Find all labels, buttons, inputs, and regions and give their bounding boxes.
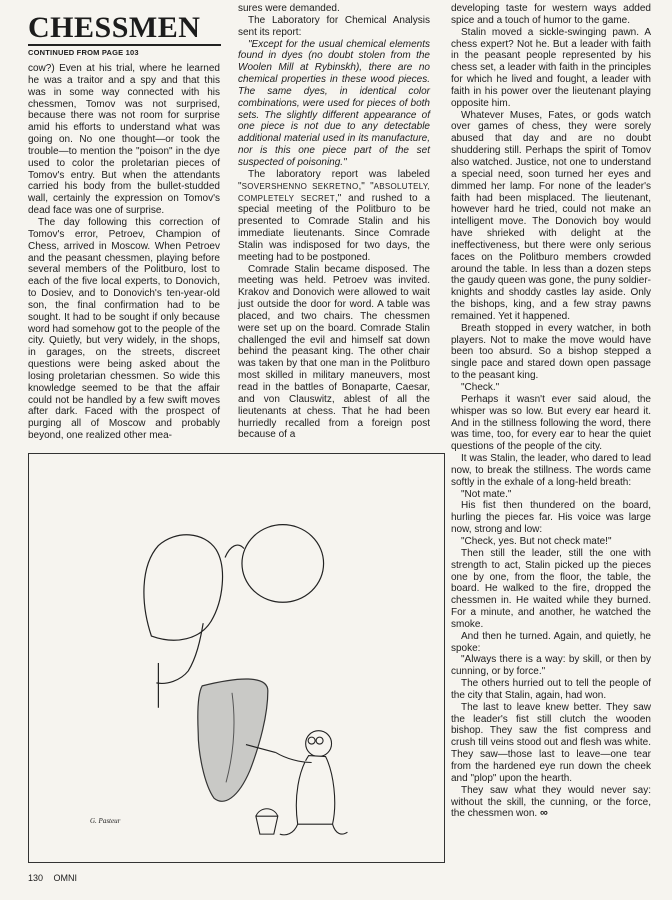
- page-footer: [28, 873, 77, 883]
- paragraph: Stalin moved a sickle-swinging pawn. A chess expert? Not he. But a leader with faith in the peasant people represented by his chess set, a leader with faith in the principles for which he lived and fought, a leader with faith in his power over the lieutenant playing opposite him.: [451, 26, 651, 109]
- paragraph: And then he turned. Again, and quietly, he spoke:: [451, 630, 651, 654]
- paragraph-text: They saw what they would never say: without the skill, the cunning, or the force, the chessmen won.: [451, 784, 651, 820]
- artist-signature: G. Pasteur: [90, 817, 121, 825]
- paragraph: Perhaps it wasn't ever said aloud, the whisper was so low. But every ear heard it. And in the stillness following the word, there was time, too, for every ear to hear the quiet questions of the people of the city.: [451, 393, 651, 453]
- bucket-handle-line: [256, 809, 278, 816]
- paragraph: Then still the leader, still the one with strength to act, Stalin picked up the pieces one by one, from the floor, the table, the board. He walked to the fire, dropped the chessmen in. He waited while they burned. For a minute, and another, he watched the smoke.: [451, 547, 651, 630]
- dialogue-line: "Check.": [461, 382, 500, 393]
- cartoon-illustration: [28, 453, 445, 863]
- paragraph-text: ," ": [358, 180, 374, 192]
- painter-glasses-right: [316, 737, 323, 744]
- right-lens-line: [242, 525, 324, 603]
- text-column-2: [238, 3, 430, 441]
- paragraph: Comrade Stalin became disposed. The meeting was held. Petroev was invited. Krakov and Donovich were allowed to wait just outside the door for word. A table was placed, and two chairs. The chessmen were set up on the board. Comrade Stalin challenged the evil and himself sat down behind the peasant king. The other chair was taken by that one man in the Politburo most skilled in military maneuvers, most read in the battles of Bonaparte, Caesar, and von Clauswitz, ablest of all the lieutenants at chess. That he had been hurriedly recalled from a foreign post because of a: [238, 263, 430, 441]
- secret-label-english: ABSOLUTELY, COMPLETELY SECRET: [238, 181, 430, 203]
- illustration-drawing: [29, 454, 444, 862]
- left-lens-line: [144, 535, 223, 640]
- magazine-name: OMNI: [53, 873, 78, 883]
- painter-leg: [280, 824, 348, 835]
- paragraph: Breath stopped in every watcher, in both players. Not to make the move would have been too absurd. So a bishop stepped a single pace and stared down open passage to the peasant king.: [451, 322, 651, 382]
- paragraph: It was Stalin, the leader, who dared to lead now, to break the stillness. The words came softly in the exhale of a long-held breath:: [451, 453, 651, 488]
- glasses-bridge-line: [225, 545, 244, 557]
- paragraph: His fist then thundered on the board, hurling the pieces far. His voice was large now, strong and low:: [451, 500, 651, 536]
- dialogue-line: "Check, yes. But not check mate!": [461, 535, 612, 547]
- text-column-1: [28, 63, 220, 442]
- paragraph: [238, 169, 430, 264]
- secret-label-russian: SOVERSHENNO SEKRETNO: [241, 181, 359, 191]
- dialogue-line: "Not mate.": [461, 488, 512, 500]
- title-rule: [28, 44, 221, 46]
- dialogue-line: "Always there is a way: by skill, or then by cunning, or by force.": [451, 654, 651, 678]
- page-number: 130: [28, 873, 44, 883]
- painter-glasses-left: [308, 737, 315, 744]
- paragraph: sures were demanded.: [238, 3, 340, 14]
- paragraph: The day following this correction of Tomov's error, Petroev, Champion of Chess, arrived in Moscow. When Petroev and the peasant chessmen, playing before several members of the Politburo, lost to each of the five local experts, to Donovich, to Dosiev, and to Donovich's ten-year-old son, the final confirmation had to be sought. It had to be sought if only because word had somehow got to the people of the city. Quietly, but very widely, in the shops, in garages, on the streets, discreet questions were being asked about the losing proletarian chessmen. So wide this knowledge seemed to be that the affair could not be handled by a few swift moves after dark. Faced with the prospect of purging all of Moscow and probably beyond, one realized other mea-: [28, 216, 220, 442]
- final-paragraph: [451, 785, 651, 821]
- end-mark-icon: ∞: [539, 807, 547, 820]
- paragraph: developing taste for western ways added spice and a touch of humor to the game.: [451, 3, 651, 26]
- paragraph: cow?) Even at his trial, where he learned he was a traitor and a spy and that this was in some way connected with his chessmen, Tomov was not surprised, because there was not room for surprise amid his efforts to understand what was going on. No one thought—or took the trouble—to mention the "poison" in the dye used to color the proletarian pieces of Tomov's entry. But when the attendants carried his body from the bullet-studded wall, certainly the expression on Tomov's dead face was one of surprise.: [28, 63, 220, 217]
- nose-line: [156, 623, 203, 683]
- paragraph: The others hurried out to tell the people of the city that Stalin, again, had won.: [451, 678, 651, 701]
- paragraph-text: ," and rushed to a special meeting of the Politburo to be presented to Comrade Stalin and his immediate lieutenants. Since Comrade Stalin was indisposed for two days, the meeting had to be postponed.: [238, 192, 431, 263]
- continued-from-label: CONTINUED FROM PAGE 103: [28, 48, 139, 57]
- paragraph: The Laboratory for Chemical Analysis sent its report:: [238, 14, 430, 38]
- quoted-report: [238, 39, 430, 169]
- text-column-3: [451, 3, 651, 820]
- report-quote: "Except for the usual chemical elements found in dyes (no doubt stolen from the Woolen Mill at Rybinskh), there are no chemical properties in these wood pieces. The same dyes, in identical color combinations, were used for pieces of both sets. The slightly different appearance of one piece is not due to any detectable additional material used in its manufacture, nor is this one piece part of the set suspected of poisoning.": [238, 38, 430, 168]
- painter-body: [296, 756, 334, 825]
- article-title: CHESSMEN: [28, 11, 201, 44]
- paragraph: Whatever Muses, Fates, or gods watch over games of chess, they were sorely abused that day and are no doubt shuddering still. Perhaps the spirit of Tomov also watched. Justice, not one to understand a special need, soon turned her eyes and dimmed her lamp. For none of the leader's faith had been misplaced. The lieutenant, however hard he tried, could not make an intelligent move. The Donovich boy would have shrieked with delight at the ineffectiveness, but there were only serious faces on the Politburo members crowded around the table. In less than a dozen steps the gaudy queen was gone, the puny soldier-knights and shoddy castles lay aside. Only the bishops, king, and a few stray pawns remained. Yet it happened.: [451, 109, 651, 322]
- paragraph: The last to leave knew better. They saw the leader's fist still clutch the wooden bishop. They saw the fist compress and crush till veins stood out and flesh was white. They saw—those last to leave—one tear from the hardened eye run down the cheek and "plop" upon the hearth.: [451, 701, 651, 784]
- paint-bucket: [256, 816, 278, 834]
- paragraph-text: The laboratory report was labeled ": [238, 168, 430, 192]
